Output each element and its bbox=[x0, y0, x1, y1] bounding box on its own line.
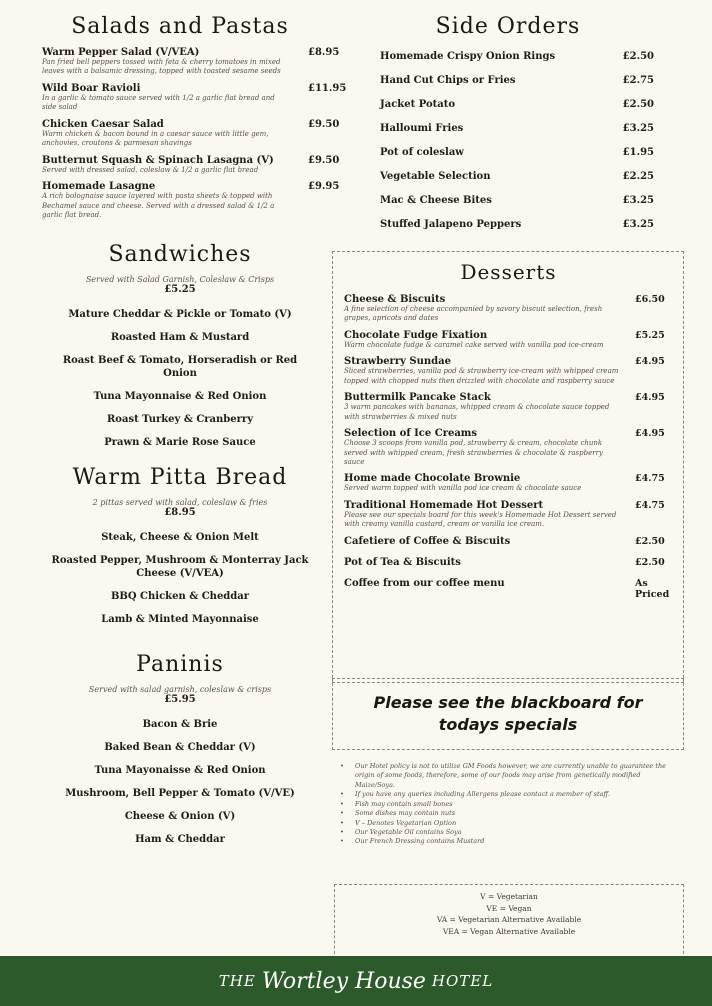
dessert-description: Warm chocolate fudge & caramel cake served with vanilla pod ice-cream bbox=[344, 340, 604, 349]
pitta-title: Warm Pitta Bread bbox=[72, 465, 288, 491]
dessert-name: Chocolate Fudge Fixation bbox=[344, 329, 488, 341]
item-name: Chicken Caesar Salad bbox=[42, 118, 164, 130]
item-price: £8.95 bbox=[308, 47, 340, 58]
item-name: Homemade Lasagne bbox=[42, 181, 156, 193]
dessert-name: Strawberry Sundae bbox=[344, 356, 451, 368]
side-order-row bbox=[332, 123, 684, 147]
dessert-price: £4.95 bbox=[635, 428, 665, 440]
dessert-name: Traditional Homemade Hot Dessert bbox=[344, 499, 544, 511]
dessert-price: £6.50 bbox=[635, 294, 665, 305]
menu-item bbox=[42, 181, 340, 220]
dessert-item bbox=[344, 500, 673, 530]
note-item: • Our French Dressing contains Mustard bbox=[340, 837, 680, 846]
dessert-name: Selection of Ice Creams bbox=[344, 428, 478, 440]
dessert-name: Cheese & Biscuits bbox=[344, 294, 446, 305]
note-item: • Some dishes may contain nuts bbox=[340, 809, 680, 818]
dessert-name: Home made Chocolate Brownie bbox=[344, 473, 521, 485]
menu-item bbox=[42, 118, 340, 149]
item-description: Warm chicken & bacon bound in a caesar sauce with little gem, anchovies, croutons & parmesan shavings bbox=[42, 129, 269, 148]
side-order-price: £1.95 bbox=[622, 147, 654, 158]
dessert-description: A fine selection of cheese accompanied by savory biscuit selection, fresh grapes, apricots and dates bbox=[344, 305, 603, 323]
pitta-price: £8.95 bbox=[164, 507, 196, 519]
item-description: A rich bolognaise sauce layered with pasta sheets & topped with Bechamel sauce and cheese. Served with a dressed salad & 1/2 a garlic flat bread. bbox=[42, 192, 275, 219]
sandwiches-section bbox=[30, 242, 330, 449]
dessert-description: Choose 3 scoops from vanilla pod, strawberry & cream, chocolate chunk served with whipped cream, fresh strawberries & chocolate & raspberry sauce bbox=[344, 439, 603, 466]
dessert-name: Buttermilk Pancake Stack bbox=[344, 392, 491, 404]
dessert-price: £4.95 bbox=[635, 356, 665, 368]
side-order-name: Hand Cut Chips or Fries bbox=[380, 75, 516, 86]
paninis-section bbox=[30, 652, 330, 846]
specials-notice bbox=[332, 678, 684, 750]
item-description: Pan fried bell peppers tossed with feta & cherry tomatoes in mixed leaves with a balsamic dressing, topped with toasted sesame seeds bbox=[42, 58, 281, 76]
side-orders-section bbox=[332, 14, 684, 243]
side-order-row bbox=[332, 219, 684, 243]
side-order-row bbox=[332, 75, 684, 99]
panini-item: Mushroom, Bell Pepper & Tomato (V/VE) bbox=[65, 788, 295, 800]
salads-title: Salads and Pastas bbox=[71, 14, 289, 39]
footer-hotel: HOTEL bbox=[431, 972, 494, 990]
note-item: • V – Denotes Vegetarian Option bbox=[340, 819, 680, 828]
item-name: Wild Boar Ravioli bbox=[42, 82, 141, 94]
pitta-section bbox=[30, 465, 330, 626]
dessert-description: 3 warm pancakes with bananas, whipped cream & chocolate sauce topped with strawberries & mixed nuts bbox=[344, 403, 610, 421]
dessert-price: £2.50 bbox=[635, 535, 665, 547]
dessert-price: £4.95 bbox=[635, 392, 665, 404]
dessert-item bbox=[344, 392, 673, 422]
desserts-section bbox=[332, 251, 684, 683]
side-order-name: Pot of coleslaw bbox=[380, 147, 464, 158]
dessert-item bbox=[344, 557, 673, 568]
pitta-item: BBQ Chicken & Cheddar bbox=[110, 591, 250, 603]
dessert-price: £4.75 bbox=[635, 499, 665, 511]
dessert-item bbox=[344, 577, 673, 600]
sandwich-item: Roast Turkey & Cranberry bbox=[106, 414, 254, 426]
side-order-price: £2.25 bbox=[622, 171, 654, 182]
side-order-row bbox=[332, 99, 684, 123]
sandwich-item: Prawn & Marie Rose Sauce bbox=[104, 437, 256, 449]
panini-item: Ham & Cheddar bbox=[135, 834, 225, 846]
item-name: Butternut Squash & Spinach Lasagna (V) bbox=[42, 154, 274, 166]
menu-item bbox=[42, 82, 347, 113]
dessert-item bbox=[344, 473, 673, 493]
dessert-name: Cafetiere of Coffee & Biscuits bbox=[344, 535, 511, 547]
left-column bbox=[30, 14, 347, 856]
footer-hotel-name: Wortley House bbox=[261, 968, 426, 994]
dessert-price: £4.75 bbox=[635, 473, 665, 485]
menu-item bbox=[42, 154, 340, 175]
menu-item bbox=[42, 47, 340, 77]
side-order-price: £2.50 bbox=[622, 99, 654, 110]
side-order-name: Vegetable Selection bbox=[380, 171, 491, 182]
item-description: In a garlic & tomato sauce served with 1/2 a garlic flat bread and side salad bbox=[42, 93, 275, 112]
dessert-name: Pot of Tea & Biscuits bbox=[344, 556, 461, 568]
salads-section bbox=[30, 14, 347, 220]
item-description: Served with dressed salad, coleslaw & 1/2 a garlic flat bread bbox=[42, 165, 259, 174]
dessert-item bbox=[344, 428, 673, 467]
dessert-item bbox=[344, 356, 673, 386]
side-order-price: £2.50 bbox=[622, 51, 654, 62]
side-order-name: Mac & Cheese Bites bbox=[380, 195, 492, 206]
pitta-item: Roasted Pepper, Mushroom & Monterray Jack Cheese (V/VEA) bbox=[51, 555, 309, 580]
sandwiches-title: Sandwiches bbox=[108, 242, 252, 268]
side-order-row bbox=[332, 195, 684, 219]
desserts-title: Desserts bbox=[460, 260, 557, 284]
sandwich-item: Roast Beef & Tomato, Horseradish or Red Onion bbox=[62, 355, 298, 380]
side-order-name: Jacket Potato bbox=[380, 99, 455, 110]
panini-item: Tuna Mayonaisse & Red Onion bbox=[94, 765, 266, 777]
item-name: Warm Pepper Salad (V/VEA) bbox=[42, 47, 200, 58]
side-order-row bbox=[332, 171, 684, 195]
side-order-price: £3.25 bbox=[622, 123, 654, 134]
legend-line: VE = Vegan bbox=[486, 903, 532, 913]
side-order-price: £2.75 bbox=[622, 75, 654, 86]
right-column bbox=[332, 14, 684, 936]
panini-item: Cheese & Onion (V) bbox=[124, 811, 236, 823]
pitta-subtitle: 2 pittas served with salad, coleslaw & fries bbox=[92, 498, 268, 508]
side-order-price: £3.25 bbox=[622, 219, 654, 230]
dietary-legend bbox=[334, 884, 684, 964]
paninis-subtitle: Served with salad garnish, coleslaw & crisps bbox=[88, 685, 272, 695]
side-order-price: £3.25 bbox=[622, 195, 654, 206]
item-price: £11.95 bbox=[308, 82, 347, 94]
sandwich-item: Roasted Ham & Mustard bbox=[110, 332, 250, 344]
side-orders-title: Side Orders bbox=[435, 14, 581, 39]
pitta-item: Lamb & Minted Mayonnaise bbox=[101, 614, 259, 626]
note-item: • Our Vegetable Oil contains Soya bbox=[340, 828, 680, 837]
hotel-footer-banner bbox=[0, 956, 712, 1006]
dessert-item bbox=[344, 536, 673, 547]
legend-line: V = Vegetarian bbox=[480, 892, 538, 901]
dessert-description: Sliced strawberries, vanilla pod & strawberry ice-cream with whipped cream topped with chopped nuts then drizzled with chocolate and raspberry sauce bbox=[344, 367, 619, 385]
sandwich-item: Tuna Mayonnaise & Red Onion bbox=[93, 391, 267, 403]
side-order-name: Halloumi Fries bbox=[380, 123, 464, 134]
note-item: • If you have any queries including Allergens please contact a member of staff. bbox=[340, 790, 680, 799]
pitta-item: Steak, Cheese & Onion Melt bbox=[101, 532, 259, 544]
dessert-price: £2.50 bbox=[635, 556, 665, 568]
legend-line: VA = Vegetarian Alternative Available bbox=[436, 915, 582, 925]
dessert-description: Served warm topped with vanilla pod ice cream & chocolate sauce bbox=[344, 484, 582, 493]
panini-item: Baked Bean & Cheddar (V) bbox=[104, 742, 256, 754]
sandwiches-price: £5.25 bbox=[164, 284, 196, 296]
footer-the: THE bbox=[218, 972, 256, 990]
note-item: • Fish may contain small bones bbox=[340, 800, 680, 809]
paninis-title: Paninis bbox=[136, 652, 224, 678]
policy-notes bbox=[340, 762, 680, 847]
side-orders-list bbox=[332, 51, 684, 243]
side-order-row bbox=[332, 51, 684, 75]
paninis-price: £5.95 bbox=[164, 694, 196, 706]
legend-line: VEA = Vegan Alternative Available bbox=[442, 926, 576, 936]
dessert-name: Coffee from our coffee menu bbox=[344, 577, 505, 589]
dessert-description: Please see our specials board for this week's Homemade Hot Dessert served with creamy vanilla custard, cream or vanilla ice cream. bbox=[344, 510, 617, 529]
note-item: • Our Hotel policy is not to utilize GM Foods however, we are currently unable to guarantee the origin of some foods, therefore, some of our foods may arise from genetically modified Maize/Soya. bbox=[340, 762, 680, 790]
side-order-name: Stuffed Jalapeno Peppers bbox=[380, 219, 522, 230]
specials-text: Please see the blackboard for todays specials bbox=[373, 692, 643, 734]
dessert-item bbox=[344, 294, 673, 324]
panini-item: Bacon & Brie bbox=[142, 719, 218, 731]
dessert-price: As Priced bbox=[635, 577, 670, 600]
sandwiches-subtitle: Served with Salad Garnish, Coleslaw & Crisps bbox=[85, 275, 275, 285]
dessert-price: £5.25 bbox=[635, 329, 665, 341]
item-price: £9.95 bbox=[308, 181, 340, 193]
dessert-item bbox=[344, 330, 673, 350]
item-price: £9.50 bbox=[308, 154, 340, 166]
sandwich-item: Mature Cheddar & Pickle or Tomato (V) bbox=[68, 309, 292, 321]
item-price: £9.50 bbox=[308, 118, 340, 130]
side-order-row bbox=[332, 147, 684, 171]
side-order-name: Homemade Crispy Onion Rings bbox=[380, 51, 556, 62]
